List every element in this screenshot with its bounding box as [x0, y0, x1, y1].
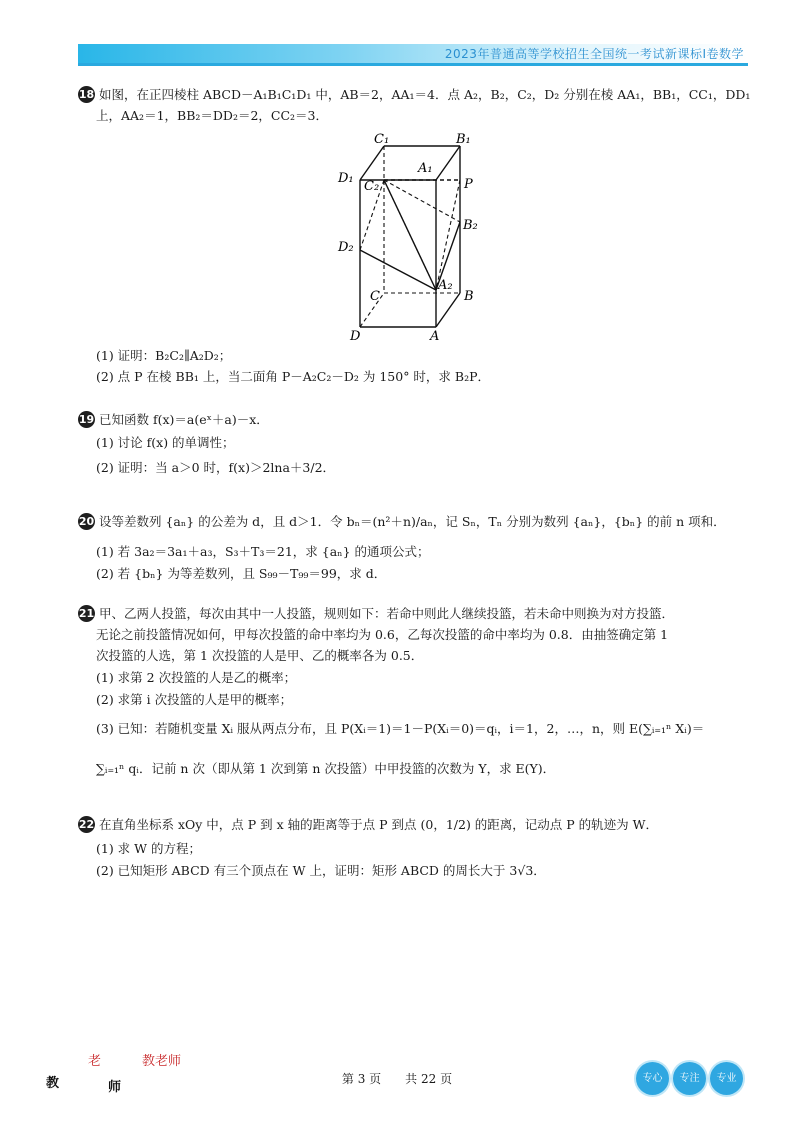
label-A1: A₁ — [418, 161, 433, 176]
question-text: 甲、乙两人投篮，每次由其中一人投篮，规则如下：若命中则此人继续投篮，若未命中则换为对方投篮． — [99, 606, 675, 621]
badge-3: 专业 — [710, 1062, 743, 1095]
question-part: (3) 已知：若随机变量 Xᵢ 服从两点分布，且 P(Xᵢ＝1)＝1－P(Xᵢ＝0)＝qᵢ，i＝1，2，…，n，则 E(∑ᵢ₌₁ⁿ Xᵢ)＝ — [96, 721, 705, 736]
segment-D2A2 — [360, 250, 436, 290]
question-part: (2) 证明：当 a＞0 时，f(x)＞2lna＋3/2． — [96, 460, 336, 475]
question-21 — [78, 605, 674, 623]
question-text: 无论之前投篮情况如何，甲每次投篮的命中率均为 0.6，乙每次投篮的命中率均为 0.8．由抽签确定第 1 — [96, 627, 669, 642]
question-part: (1) 讨论 f(x) 的单调性； — [96, 435, 235, 450]
badge-1: 专心 — [636, 1062, 669, 1095]
label-D1: D₁ — [338, 171, 354, 186]
question-number: 20 — [78, 515, 95, 528]
question-text: 在直角坐标系 xOy 中，点 P 到 x 轴的距离等于点 P 到点 (0，1/2) 的距离，记动点 P 的轨迹为 W． — [99, 817, 658, 832]
label-D2: D₂ — [338, 240, 354, 255]
question-text: 次投篮的人选，第 1 次投篮的人是甲、乙的概率各为 0.5． — [96, 648, 424, 663]
question-20 — [78, 513, 726, 531]
label-C2: C₂ — [364, 179, 380, 194]
question-part: (2) 点 P 在棱 BB₁ 上，当二面角 P－A₂C₂－D₂ 为 150° 时，求 B₂P． — [96, 369, 491, 384]
label-B: B — [464, 289, 474, 304]
question-part: (2) 若 {bₙ} 为等差数列，且 S₉₉－T₉₉＝99，求 d． — [96, 566, 387, 581]
svg-text:师: 师 — [108, 1080, 122, 1095]
edge-AB — [436, 293, 460, 327]
edge-D1C1 — [360, 146, 384, 180]
hidden-segment-C2B2 — [384, 180, 460, 222]
label-A: A — [430, 329, 440, 344]
svg-text:教: 教 — [46, 1076, 60, 1091]
question-part: (1) 求 W 的方程； — [96, 841, 201, 856]
question-part: (1) 证明：B₂C₂∥A₂D₂； — [96, 348, 232, 363]
prism-figure — [330, 126, 500, 344]
question-text: 如图，在正四棱柱 ABCD－A₁B₁C₁D₁ 中，AB＝2，AA₁＝4．点 A₂，B₂，C₂，D₂ 分别在棱 AA₁，BB₁，CC₁，DD₁ — [99, 87, 751, 102]
page-number: 第 3 页 共 22 页 — [341, 1072, 453, 1086]
svg-text:老: 老 — [88, 1054, 102, 1069]
badge-2: 专注 — [673, 1062, 706, 1095]
header-title: 2023年普通高等学校招生全国统一考试新课标Ⅰ卷数学 — [444, 47, 744, 61]
question-text: 上，AA₂＝1，BB₂＝DD₂＝2，CC₂＝3． — [96, 108, 329, 123]
question-number: 19 — [78, 413, 95, 426]
question-part: (2) 已知矩形 ABCD 有三个顶点在 W 上，证明：矩形 ABCD 的周长大于 3√3． — [96, 863, 546, 878]
question-number: 18 — [78, 88, 95, 101]
label-B1: B₁ — [456, 132, 471, 147]
question-part: ∑ᵢ₌₁ⁿ qᵢ．记前 n 次（即从第 1 次到第 n 次投篮）中甲投篮的次数为 Y，求 E(Y)． — [96, 761, 556, 776]
edge-A1B1 — [436, 146, 460, 180]
question-22 — [78, 816, 658, 834]
label-D: D — [350, 329, 361, 344]
question-part: (1) 若 3a₂＝3a₁＋a₃，S₃＋T₃＝21，求 {aₙ} 的通项公式； — [96, 544, 430, 559]
logo-label: 教老师 — [142, 1054, 182, 1069]
question-18 — [78, 86, 750, 104]
label-C1: C₁ — [374, 132, 390, 147]
question-number: 21 — [78, 607, 95, 620]
question-19 — [78, 411, 269, 429]
label-P: P — [464, 177, 473, 192]
question-number: 22 — [78, 818, 95, 831]
question-part: (1) 求第 2 次投篮的人是乙的概率； — [96, 670, 297, 685]
label-B2: B₂ — [463, 218, 478, 233]
question-text: 设等差数列 {aₙ} 的公差为 d，且 d＞1．令 bₙ＝(n²＋n)/aₙ，记 Sₙ，Tₙ 分别为数列 {aₙ}，{bₙ} 的前 n 项和． — [99, 514, 726, 529]
label-C: C — [370, 289, 380, 304]
question-part: (2) 求第 i 次投篮的人是甲的概率； — [96, 692, 293, 707]
hidden-segment-PA2 — [436, 180, 460, 290]
question-text: 已知函数 f(x)＝a(eˣ＋a)－x． — [99, 412, 269, 427]
footer-badges — [636, 1062, 747, 1095]
header-rule — [78, 63, 748, 66]
label-A2: A₂ — [438, 278, 453, 293]
